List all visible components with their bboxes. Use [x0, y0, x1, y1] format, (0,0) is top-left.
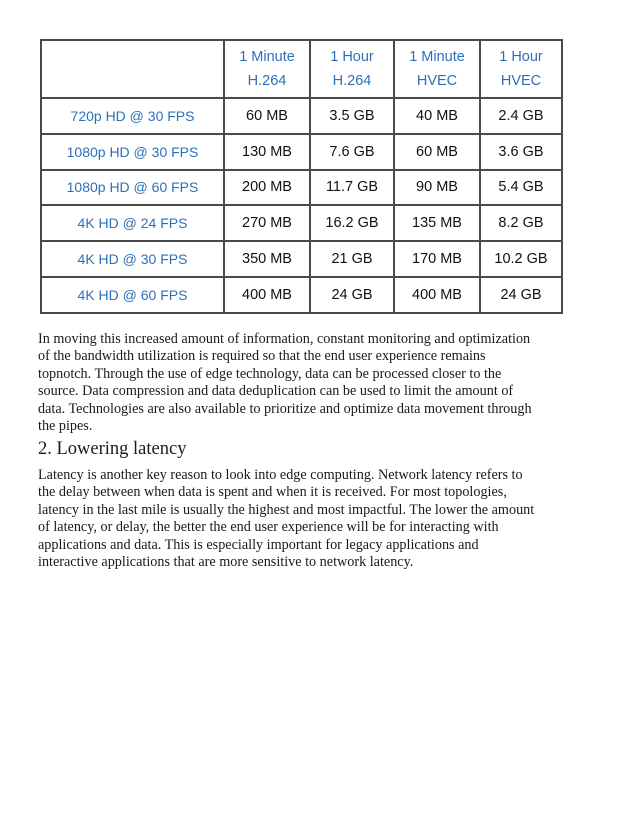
table-cell: 60 MB	[394, 134, 480, 170]
paragraph-line: applications and data. This is especially important for legacy applications and	[38, 536, 479, 553]
table-cell: 3.6 GB	[480, 134, 562, 170]
paragraph-line: topnotch. Through the use of edge technology, data can be processed closer to the	[38, 365, 502, 382]
table-cell: 11.7 GB	[310, 170, 394, 206]
table-cell: 2.4 GB	[480, 98, 562, 134]
table-cell: 3.5 GB	[310, 98, 394, 134]
row-label: 720p HD @ 30 FPS	[41, 98, 224, 134]
paragraph-line: of latency, or delay, the better the end user experience will be for interacting with	[38, 519, 499, 536]
table-cell: 400 MB	[224, 277, 310, 313]
table-cell: 10.2 GB	[480, 241, 562, 277]
table-cell: 270 MB	[224, 205, 310, 241]
paragraph-line: source. Data compression and data deduplication can be used to limit the amount of	[38, 383, 514, 400]
table-cell: 60 MB	[224, 98, 310, 134]
header-line-duration: 1 Minute	[239, 49, 295, 65]
paragraph-line: the delay between when data is spent and when it is received. For most topologies,	[38, 484, 507, 501]
header-cell-1-minute-hvec	[394, 40, 480, 98]
table-cell: 21 GB	[310, 241, 394, 277]
paragraph-line: Latency is another key reason to look into edge computing. Network latency refers to	[38, 467, 523, 483]
table-cell: 8.2 GB	[480, 205, 562, 241]
video-size-table-container	[40, 39, 561, 314]
table-cell: 7.6 GB	[310, 134, 394, 170]
row-label: 1080p HD @ 60 FPS	[41, 170, 224, 206]
paragraph-line: In moving this increased amount of information, constant monitoring and optimization	[38, 331, 531, 347]
table-header-row	[41, 40, 562, 98]
header-line-duration: 1 Hour	[499, 49, 543, 65]
table-row	[41, 205, 562, 241]
header-line-codec: HVEC	[500, 73, 542, 89]
table-row	[41, 241, 562, 277]
table-cell: 130 MB	[224, 134, 310, 170]
section-heading-lowering-latency: 2. Lowering latency	[38, 439, 187, 459]
paragraph-line: the pipes.	[38, 418, 93, 435]
table-cell: 5.4 GB	[480, 170, 562, 206]
row-label: 1080p HD @ 30 FPS	[41, 134, 224, 170]
table-cell: 135 MB	[394, 205, 480, 241]
table-cell: 400 MB	[394, 277, 480, 313]
paragraph-line: interactive applications that are more sensitive to network latency.	[38, 554, 414, 571]
table-cell: 200 MB	[224, 170, 310, 206]
header-line-codec: HVEC	[416, 73, 458, 89]
bandwidth-paragraph	[38, 331, 568, 435]
table-cell: 350 MB	[224, 241, 310, 277]
row-label: 4K HD @ 24 FPS	[41, 205, 224, 241]
paragraph-line: of the bandwidth utilization is required so that the end user experience remains	[38, 348, 486, 365]
table-cell: 16.2 GB	[310, 205, 394, 241]
header-line-duration: 1 Minute	[409, 49, 465, 65]
table-row	[41, 98, 562, 134]
header-line-codec: H.264	[247, 73, 287, 89]
table-cell: 24 GB	[480, 277, 562, 313]
row-label: 4K HD @ 60 FPS	[41, 277, 224, 313]
table-cell: 90 MB	[394, 170, 480, 206]
table-cell: 24 GB	[310, 277, 394, 313]
header-line-duration: 1 Hour	[330, 49, 374, 65]
header-line-codec: H.264	[332, 73, 372, 89]
header-cell-1-minute-h264	[224, 40, 310, 98]
table-row	[41, 134, 562, 170]
paragraph-line: data. Technologies are also available to prioritize and optimize data movement through	[38, 400, 532, 417]
table-cell: 170 MB	[394, 241, 480, 277]
header-cell-1-hour-h264	[310, 40, 394, 98]
table-row	[41, 170, 562, 206]
table-row	[41, 277, 562, 313]
header-cell-empty	[41, 40, 224, 98]
latency-paragraph	[38, 467, 568, 571]
header-cell-1-hour-hvec	[480, 40, 562, 98]
video-size-table	[40, 39, 563, 314]
paragraph-line: latency in the last mile is usually the highest and most impactful. The lower the amount	[38, 501, 535, 518]
row-label: 4K HD @ 30 FPS	[41, 241, 224, 277]
table-cell: 40 MB	[394, 98, 480, 134]
